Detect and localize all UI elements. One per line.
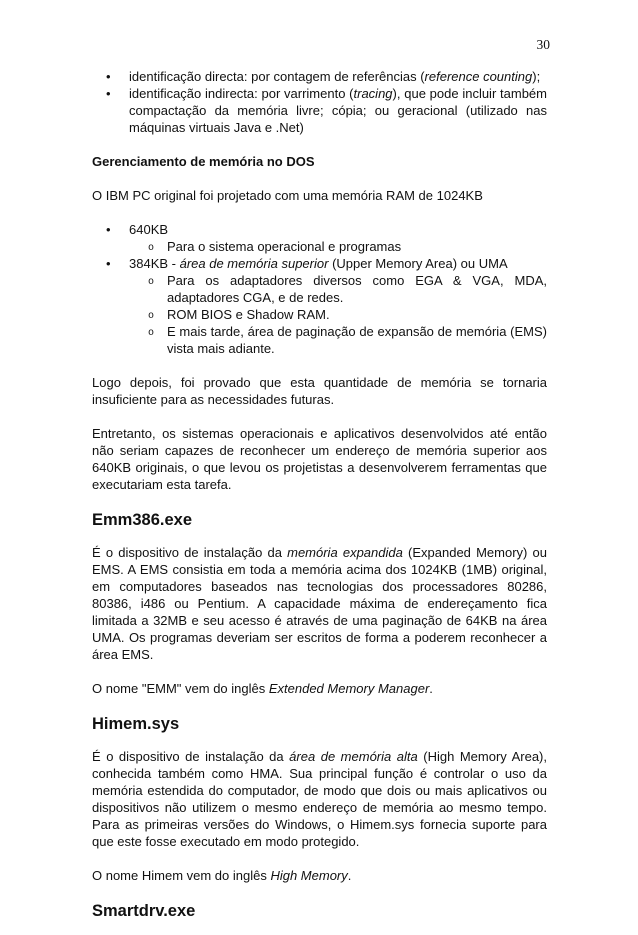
sub-list [129, 238, 547, 255]
dos-paragraph-2: Entretanto, os sistemas operacionais e aplicativos desenvolvidos até então não seriam capazes de reconhecer um endereço de memória superior aos 640KB originais, o que levou os projetistas a desenvolverem ferramentas que executariam esta tarefa. [92, 426, 547, 492]
dos-paragraph-1: Logo depois, foi provado que esta quantidade de memória se tornaria insuficiente para as necessidades futuras. [92, 375, 547, 407]
list-item: • 640KB o Para o sistema operacional e programas [92, 221, 547, 255]
list-item: • 384KB - área de memória superior (Upper Memory Area) ou UMA o Para os adaptadores diversos como EGA & VGA, MDA, adaptadores CGA, e de redes. o ROM BIOS e Shadow RAM. o E mais tarde, área de paginação de expansão de memória (EMS) vista mais adiante. [92, 255, 547, 357]
document-body [92, 68, 547, 935]
emm-paragraph-2: O nome "EMM" vem do inglês Extended Memory Manager. [92, 681, 433, 696]
intro-bullet-list [92, 68, 547, 136]
section-title-dos: Gerenciamento de memória no DOS [92, 154, 315, 169]
emm-paragraph-1: É o dispositivo de instalação da memória expandida (Expanded Memory) ou EMS. A EMS consistia em toda a memória acima dos 1024KB (1MB) original, em computadores baseados nas tecnologias dos processadores 80286, 80386, i486 ou Pentium. A capacidade máxima de endereçamento fica limitada a 32MB e seu acesso é através de uma paginação de 64KB na área UMA. Os programas deveriam ser escritos de forma a poderem reconhecer a área EMS. [92, 545, 547, 662]
sub-list-item: o Para o sistema operacional e programas [129, 238, 547, 255]
memory-map-list [92, 221, 547, 357]
himem-paragraph-1: É o dispositivo de instalação da área de memória alta (High Memory Area), conhecida também como HMA. Sua principal função é controlar o uso da memória estendida do computador, de modo que dois ou mais aplicativos ou dispositivos não utilizem o mesmo endereço de memória ao mesmo tempo. Para as primeiras versões do Windows, o Himem.sys fornecia suporte para que este fosse executado em modo protegido. [92, 749, 547, 849]
heading-himem: Himem.sys [92, 715, 180, 733]
dos-intro-paragraph: O IBM PC original foi projetado com uma memória RAM de 1024KB [92, 188, 483, 203]
himem-paragraph-2: O nome Himem vem do inglês High Memory. [92, 868, 352, 883]
sub-list-item: o Para os adaptadores diversos como EGA & VGA, MDA, adaptadores CGA, e de redes. [129, 272, 547, 306]
page-number: 30 [536, 37, 550, 52]
sub-list-item: o E mais tarde, área de paginação de expansão de memória (EMS) vista mais adiante. [129, 323, 547, 357]
heading-emm386: Emm386.exe [92, 511, 192, 529]
heading-smartdrv: Smartdrv.exe [92, 902, 196, 920]
list-item: • identificação indirecta: por varrimento (tracing), que pode incluir também compactação da memória livre; cópia; ou geracional (utilizado nas máquinas virtuais Java e .Net) [92, 85, 547, 136]
list-item: • identificação directa: por contagem de referências (reference counting); [92, 68, 547, 85]
sub-list-item: o ROM BIOS e Shadow RAM. [129, 306, 547, 323]
sub-list [129, 272, 547, 357]
